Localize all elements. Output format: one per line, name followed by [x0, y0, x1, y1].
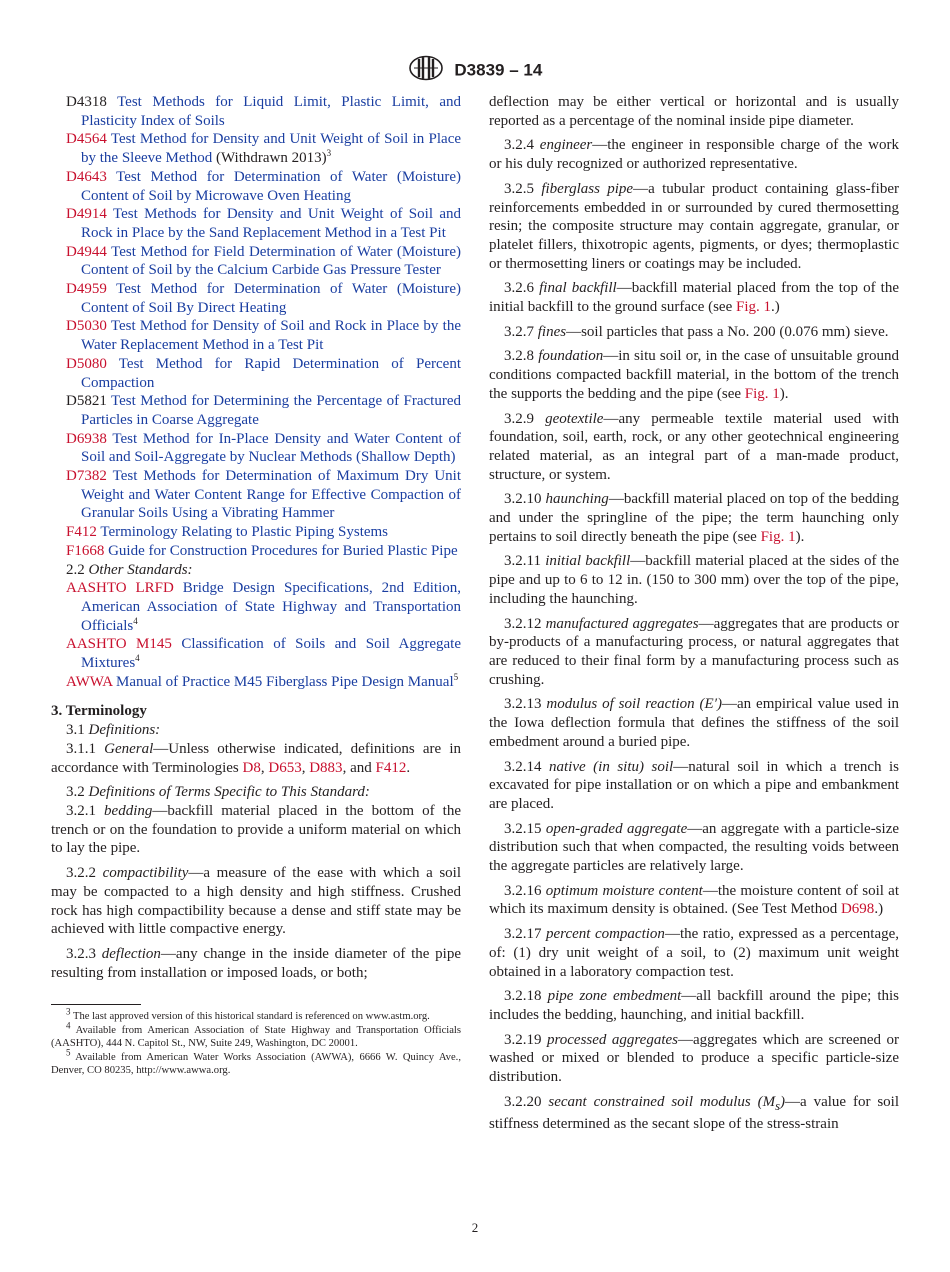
reference-suffix: (Withdrawn 2013) — [212, 150, 327, 167]
reference-item — [51, 467, 461, 523]
link-fig-1[interactable]: Fig. 1 — [736, 299, 772, 316]
reference-code-link[interactable]: D6938 — [66, 430, 107, 447]
reference-item — [51, 355, 461, 392]
link-d653[interactable]: D653 — [268, 759, 302, 776]
reference-code-link[interactable]: AWWA — [66, 673, 113, 690]
page-header — [0, 55, 950, 86]
clause-3-1: 3.1 Definitions: — [66, 722, 161, 739]
clause-3-2-11: 3.2.11 initial backfill—backfill material placed at the sides of the pipe and up to 6 to 12 in. (150 to 300 mm) over the top of the pipe, including the haunching. — [489, 553, 900, 607]
footnote-marker: 5 — [453, 671, 459, 682]
link-f412[interactable]: F412 — [375, 759, 407, 776]
footnote-3: $^3$ The last approved version of this historical standard is referenced on www.astm.org. — [66, 1006, 430, 1023]
reference-item — [51, 523, 461, 542]
standard-designation: D3839 – 14 — [454, 60, 543, 80]
clause-3-1-1: 3.1.1 General—Unless otherwise indicated, definitions are in accordance with Terminologies D8, D653, D883, and F412. — [51, 740, 461, 776]
clause-3-2-3-continued: deflection may be either vertical or horizontal and is usually reported as a percentage of the nominal inside pipe diameter. — [489, 94, 899, 129]
reference-code-link[interactable]: D4643 — [66, 168, 107, 185]
reference-title-link[interactable]: Test Method for Determination of Water (Moisture) Content of Soil by Microwave Oven Heating — [81, 168, 461, 204]
reference-title-link[interactable]: Test Method for Density and Unit Weight of Soil in Place by the Sleeve Method — [81, 131, 462, 167]
reference-title-link[interactable]: Test Method for Rapid Determination of Percent Compaction — [81, 355, 461, 391]
reference-code-link: D4318 — [66, 94, 107, 110]
reference-code-link[interactable]: AASHTO M145 — [66, 636, 172, 653]
other-standards-list — [51, 579, 461, 691]
reference-item — [51, 205, 461, 242]
reference-item — [51, 93, 461, 130]
reference-title-link[interactable]: Manual of Practice M45 Fiberglass Pipe Design Manual — [116, 673, 454, 690]
reference-code-link[interactable]: D4564 — [66, 131, 107, 148]
reference-title-link[interactable]: Classification of Soils and Soil Aggregate Mixtures — [81, 636, 462, 672]
footnote-divider — [51, 1004, 141, 1005]
reference-code-link[interactable]: D4914 — [66, 206, 107, 223]
reference-title-link[interactable]: Test Method for Determination of Water (Moisture) Content of Soil By Direct Heating — [81, 281, 461, 316]
clause-3-2-20: 3.2.20 secant constrained soil modulus $(M_s)—a$ value for soil stiffness determined as the secant slope of the stress-strain — [489, 1093, 900, 1133]
left-column — [51, 93, 461, 1078]
reference-code-link: D5821 — [66, 393, 107, 410]
reference-title-link[interactable]: Test Methods for Liquid Limit, Plastic Limit, and Plasticity Index of Soils — [81, 94, 461, 129]
clause-3-2-15: 3.2.15 open-graded aggregate—an aggregate with a particle-size distribution such that when compacted, the resulting voids between the aggregate particles are relatively large. — [489, 820, 900, 875]
reference-item — [51, 430, 461, 467]
page-number: 2 — [471, 1220, 479, 1235]
reference-title-link[interactable]: Bridge Design Specifications, 2nd Edition, American Association of State Highway and Transportation Officials — [81, 580, 461, 634]
reference-code-link[interactable]: D5030 — [66, 318, 107, 335]
reference-code-link[interactable]: F1668 — [66, 542, 105, 559]
link-d883[interactable]: D883 — [309, 759, 343, 776]
clause-3-2-14: 3.2.14 native (in situ) soil—natural soil in which a trench is excavated for pipe installation or on which a pipe and embankment are placed. — [489, 758, 899, 812]
footnote-marker: 4 — [135, 653, 140, 664]
link-d698[interactable]: D698 — [840, 901, 875, 918]
reference-code-link[interactable]: D5080 — [66, 355, 107, 372]
other-standards-heading: 2.2 Other Standards: — [66, 561, 193, 578]
reference-code-link[interactable]: F412 — [66, 524, 97, 541]
clause-3-2-17: 3.2.17 percent compaction—the ratio, expressed as a percentage, of: (1) dry unit weight of a soil, to (2) maximum unit weight obtained in a laboratory compaction test. — [489, 926, 900, 980]
clause-3-2-19: 3.2.19 processed aggregates—aggregates which are screened or washed or mixed or blended to produce a specific particle-size distribution. — [489, 1031, 899, 1086]
reference-code-link[interactable]: D4944 — [66, 243, 107, 260]
reference-item — [51, 168, 461, 205]
reference-list — [51, 93, 461, 561]
link-fig-1[interactable]: Fig. 1 — [760, 528, 796, 545]
reference-title-link[interactable]: Guide for Construction Procedures for Buried Plastic Pipe — [108, 542, 458, 559]
clause-3-2-10: 3.2.10 haunching—backfill material placed on top of the bedding and under the springline of the pipe; the term haunching only pertains to soil directly beneath the pipe (see Fig. 1). — [489, 491, 900, 545]
link-d8[interactable]: D8 — [242, 759, 261, 776]
reference-title-link[interactable]: Test Methods for Density and Unit Weight of Soil and Rock in Place by the Sand Replacement Method in a Test Pit — [81, 206, 462, 241]
clause-3-2-8: 3.2.8 foundation—in situ soil or, in the case of unsuitable ground conditions compacted backfill material, in the bottom of the trench the supports the bedding and the pipe (see Fig. 1). — [489, 348, 899, 402]
reference-code-link[interactable]: D7382 — [66, 468, 107, 485]
right-column — [489, 93, 899, 1134]
clause-3-2-3: 3.2.3 deflection—any change in the inside diameter of the pipe resulting from installation or imposed loads, or both; — [51, 945, 462, 981]
footnote-4: $^4$ Available from American Association of State Highway and Transportation Officials (AASHTO), 444 N. Capitol St., NW, Suite 249, Washington, DC 20001. — [51, 1020, 461, 1050]
reference-title-link[interactable]: Test Method for Field Determination of Water (Moisture) Content of Soil by the Calcium Carbide Gas Pressure Tester — [81, 243, 462, 279]
clause-3-2-12: 3.2.12 manufactured aggregates—aggregates that are products or by-products of a manufacturing process, or natural aggregates that are reduced to their final form by a manufacturing process such as crushing. — [489, 615, 900, 688]
reference-item — [51, 392, 461, 429]
reference-title-link[interactable]: Terminology Relating to Plastic Piping Systems — [100, 524, 389, 541]
astm-logo-icon — [408, 55, 444, 86]
reference-item — [51, 635, 461, 672]
reference-item — [51, 317, 461, 354]
clause-3-2-5: 3.2.5 fiberglass pipe—a tubular product containing glass-fiber reinforcements embedded in or surrounded by cured thermosetting resin; the composite structure may contain aggregate, granular, or platelet fillers, thixotropic agents, pigments, or dyes; thermoplastic or thermosetting liners or coatings may be included. — [489, 180, 899, 272]
clause-3-2-13: 3.2.13 modulus of soil reaction (E′)—an empirical value used in the Iowa deflection formula that defines the stiffness of the soil embedment around a buried pipe. — [489, 696, 899, 750]
reference-title-link[interactable]: Test Method for Density of Soil and Rock in Place by the Water Replacement Method in a Test Pit — [81, 318, 462, 354]
reference-item — [51, 542, 461, 561]
clause-3-2-9: 3.2.9 geotextile—any permeable textile material used with foundation, soil, earth, rock, or any other geotechnical engineering related material, as an integral part of a man-made product, structure, or system. — [489, 410, 900, 483]
reference-item — [51, 579, 461, 635]
reference-item — [51, 130, 461, 167]
section-heading-terminology: 3. Terminology — [51, 702, 147, 719]
reference-item — [51, 673, 461, 692]
clause-3-2-1: 3.2.1 bedding—backfill material placed in the bottom of the trench or on the foundation to provide a uniform material on which to lay the pipe. — [51, 803, 461, 857]
footnote-marker: 4 — [133, 615, 138, 626]
reference-title-link[interactable]: Test Method for Determining the Percentage of Fractured Particles in Coarse Aggregate — [81, 393, 461, 428]
reference-code-link[interactable]: D4959 — [66, 281, 107, 298]
clause-3-2: 3.2 Definitions of Terms Specific to This Standard: — [66, 784, 370, 801]
clause-3-2-4: 3.2.4 engineer—the engineer in responsible charge of the work or his duly recognized or authorized representative. — [489, 137, 900, 173]
clause-3-2-2: 3.2.2 compactibility—a measure of the ease with which a soil may be compacted to a high density and high stiffness. Crushed rock has high compactibility because a dense and stiff state may be achieved with little compactive energy. — [51, 865, 462, 938]
footnote-5: $^5$ Available from American Water Works Association (AWWA), 6666 W. Quincy Ave., Denver, CO 80235, http://www.awwa.org. — [51, 1047, 461, 1077]
reference-code-link[interactable]: AASHTO LRFD — [66, 580, 174, 597]
link-fig-1[interactable]: Fig. 1 — [744, 385, 780, 402]
clause-3-2-18: 3.2.18 pipe zone embedment—all backfill around the pipe; this includes the bedding, haunching, and initial backfill. — [489, 988, 899, 1023]
reference-item — [51, 280, 461, 317]
clause-3-2-7: 3.2.7 fines—soil particles that pass a No. 200 (0.076 mm) sieve. — [504, 323, 889, 340]
reference-item — [51, 243, 461, 280]
footnote-marker: 3 — [326, 148, 332, 159]
clause-3-2-16: 3.2.16 optimum moisture content—the moisture content of soil at which its maximum density is obtained. (See Test Method D698.) — [489, 882, 899, 918]
reference-title-link[interactable]: Test Method for In-Place Density and Water Content of Soil and Soil-Aggregate by Nuclear Methods (Shallow Depth) — [81, 430, 461, 466]
reference-title-link[interactable]: Test Methods for Determination of Maximum Dry Unit Weight and Water Content Range for Effective Compaction of Granular Soils Using a Vibrating Hammer — [81, 468, 461, 522]
clause-3-2-6: 3.2.6 final backfill—backfill material placed from the top of the initial backfill to the ground surface (see Fig. 1.) — [489, 280, 899, 316]
